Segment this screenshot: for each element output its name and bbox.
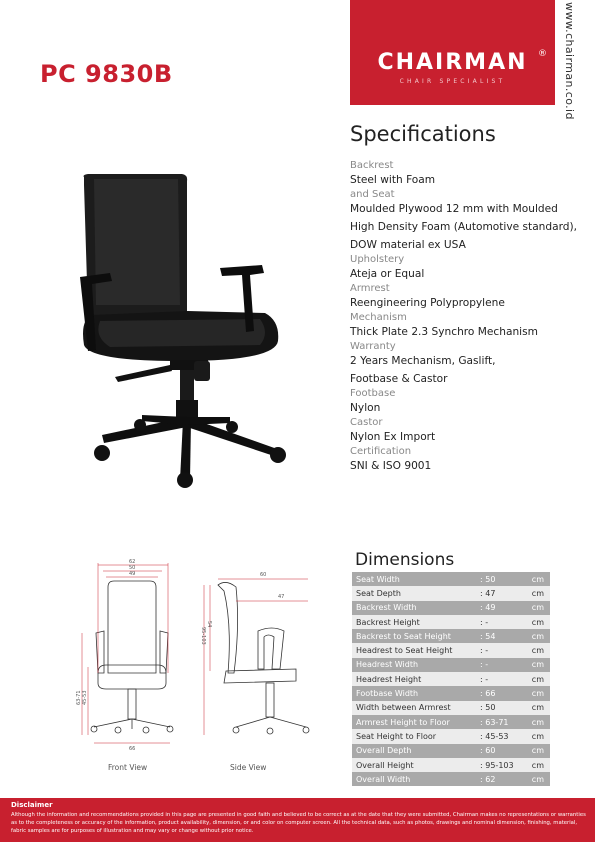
side-dim-overall-height: 95-103: [200, 627, 206, 645]
dimension-value-text: 63-71: [485, 717, 509, 727]
spec-mechanism: [350, 312, 580, 341]
table-row: [352, 658, 550, 672]
front-dim-armrest-height: 63-71: [76, 690, 82, 705]
dimension-label: Backrest Height: [352, 615, 480, 629]
dimension-value-text: -: [485, 660, 489, 670]
dimension-label: Backrest Width: [352, 601, 480, 615]
dimension-drawing: [58, 545, 340, 765]
chair-photo: [70, 165, 305, 495]
brand-logo: [350, 0, 555, 105]
spec-footbase: [350, 388, 580, 417]
dimension-value: : -: [480, 658, 524, 672]
table-row: [352, 729, 550, 743]
dimension-value: : 54: [480, 629, 524, 643]
table-row: [352, 701, 550, 715]
dimension-unit: cm: [524, 744, 550, 758]
front-dim-backrest-width: 49: [129, 571, 136, 577]
specifications-panel: [350, 122, 580, 475]
dimension-value: : 60: [480, 744, 524, 758]
spec-armrest: [350, 283, 580, 312]
side-dim-seat-depth: 47: [278, 594, 285, 600]
dimension-unit: cm: [524, 772, 550, 786]
spec-label: Certification: [350, 446, 412, 457]
spec-backrest: [350, 160, 580, 189]
front-dim-seat-height: 45-53: [82, 690, 88, 705]
dimension-unit: cm: [524, 715, 550, 729]
dimension-value: : 95-103: [480, 758, 524, 772]
dimension-value-text: 47: [485, 588, 496, 598]
spec-label: Upholstery: [350, 254, 405, 265]
spec-value: High Density Foam (Automotive standard),: [350, 221, 578, 233]
table-row: [352, 772, 550, 786]
dimension-unit: cm: [524, 586, 550, 600]
spec-label: and Seat: [350, 189, 395, 200]
spec-label: Mechanism: [350, 312, 407, 323]
dimension-label: Seat Depth: [352, 586, 480, 600]
spec-value: Reengineering Polypropylene: [350, 297, 505, 309]
spec-label: Warranty: [350, 341, 396, 352]
disclaimer-title: Disclaimer: [11, 801, 53, 809]
dimension-label: Headrest to Seat Height: [352, 643, 480, 657]
side-dim-overall-depth: 60: [260, 572, 267, 578]
dimension-label: Overall Height: [352, 758, 480, 772]
dimension-unit: cm: [524, 729, 550, 743]
table-row: [352, 643, 550, 657]
dimension-value-text: 49: [485, 603, 496, 613]
dimension-label: Overall Depth: [352, 744, 480, 758]
specifications-title: Specifications: [350, 122, 496, 146]
dimension-label: Armrest Height to Floor: [352, 715, 480, 729]
brand-name: CHAIRMAN: [377, 50, 528, 75]
dimension-label: Headrest Height: [352, 672, 480, 686]
dimension-value: : 49: [480, 601, 524, 615]
spec-value: Nylon Ex Import: [350, 431, 436, 443]
dimension-unit: cm: [524, 686, 550, 700]
dimension-value: : 47: [480, 586, 524, 600]
dimension-value: : 50: [480, 701, 524, 715]
dimension-value: : 45-53: [480, 729, 524, 743]
dimension-unit: cm: [524, 601, 550, 615]
spec-seat: [350, 189, 580, 254]
dimension-value: : -: [480, 672, 524, 686]
spec-label: Armrest: [350, 283, 390, 294]
front-dim-overall-width: 62: [129, 559, 136, 565]
dimension-label: Width between Armrest: [352, 701, 480, 715]
dimension-value: : -: [480, 615, 524, 629]
spec-value: 2 Years Mechanism, Gaslift,: [350, 355, 496, 367]
dimension-value: : 66: [480, 686, 524, 700]
spec-label: Backrest: [350, 160, 394, 171]
side-dim-backrest-to-seat: 54: [206, 621, 212, 628]
brand-tagline: CHAIR SPECIALIST: [399, 78, 506, 85]
table-row: [352, 572, 550, 586]
table-row: [352, 629, 550, 643]
dimension-unit: cm: [524, 672, 550, 686]
website-url: www.chairman.co.id: [563, 2, 576, 120]
spec-warranty: [350, 341, 580, 388]
dimension-unit: cm: [524, 572, 550, 586]
spec-label: Footbase: [350, 388, 396, 399]
table-row: [352, 672, 550, 686]
spec-value: DOW material ex USA: [350, 239, 466, 251]
table-row: [352, 601, 550, 615]
dimension-value: : 62: [480, 772, 524, 786]
spec-value: Steel with Foam: [350, 174, 436, 186]
disclaimer-bar: [0, 798, 595, 842]
dimension-value-text: 50: [485, 703, 496, 713]
dimension-value-text: -: [485, 674, 489, 684]
spec-value: Footbase & Castor: [350, 373, 448, 385]
spec-value: Moulded Plywood 12 mm with Moulded: [350, 203, 558, 215]
dimension-label: Headrest Width: [352, 658, 480, 672]
dimension-value-text: 50: [485, 574, 496, 584]
dimension-label: Seat Height to Floor: [352, 729, 480, 743]
table-row: [352, 686, 550, 700]
table-row: [352, 758, 550, 772]
spec-castor: [350, 417, 580, 446]
dimension-value-text: 45-53: [485, 731, 509, 741]
dimension-unit: cm: [524, 615, 550, 629]
dimension-unit: cm: [524, 629, 550, 643]
spec-value: Thick Plate 2.3 Synchro Mechanism: [350, 326, 538, 338]
dimension-label: Seat Width: [352, 572, 480, 586]
spec-certification: [350, 446, 580, 475]
dimension-label: Footbase Width: [352, 686, 480, 700]
dimension-unit: cm: [524, 643, 550, 657]
table-row: [352, 715, 550, 729]
dimension-unit: cm: [524, 758, 550, 772]
table-row: [352, 586, 550, 600]
dimension-label: Backrest to Seat Height: [352, 629, 480, 643]
spec-value: Nylon: [350, 402, 381, 414]
technical-drawings: [58, 545, 340, 785]
spec-label: Castor: [350, 417, 383, 428]
dimension-value-text: -: [485, 646, 489, 656]
dimension-value-text: 60: [485, 746, 496, 756]
dimension-value: : -: [480, 643, 524, 657]
front-dim-seat-width: 50: [129, 565, 136, 571]
dimension-value-text: -: [485, 617, 489, 627]
spec-value: SNI & ISO 9001: [350, 460, 432, 472]
front-view-label: Front View: [108, 763, 148, 772]
dimension-value: : 63-71: [480, 715, 524, 729]
dimension-label: Overall Width: [352, 772, 480, 786]
dimension-value-text: 54: [485, 631, 496, 641]
model-title: PC 9830B: [40, 60, 173, 88]
spec-upholstery: [350, 254, 580, 283]
dimension-value: : 50: [480, 572, 524, 586]
dimension-value-text: 66: [485, 689, 496, 699]
dimension-value-text: 95-103: [485, 760, 514, 770]
table-row: [352, 744, 550, 758]
table-row: [352, 615, 550, 629]
dimension-value-text: 62: [485, 774, 496, 784]
dimensions-table: [352, 572, 550, 786]
registered-mark: ®: [538, 49, 547, 59]
side-view-label: Side View: [230, 763, 267, 772]
dimension-unit: cm: [524, 701, 550, 715]
spec-value: Ateja or Equal: [350, 268, 425, 280]
dimension-unit: cm: [524, 658, 550, 672]
disclaimer-text: Although the information and recommendations provided in this page are presented in good faith and believed to be correct as at the date that they were submitted, Chairman makes no representations or warranties as to the completeness or accuracy of the information, product availability, dimension, or and color on computer screen. All the technical data, such as photos, drawings and nominal dimension, finishing, material, fabric samples are for purposes of illustration and may vary or change without prior notice.: [11, 812, 586, 834]
front-dim-footbase: 66: [129, 746, 136, 752]
dimensions-title: Dimensions: [355, 550, 455, 570]
